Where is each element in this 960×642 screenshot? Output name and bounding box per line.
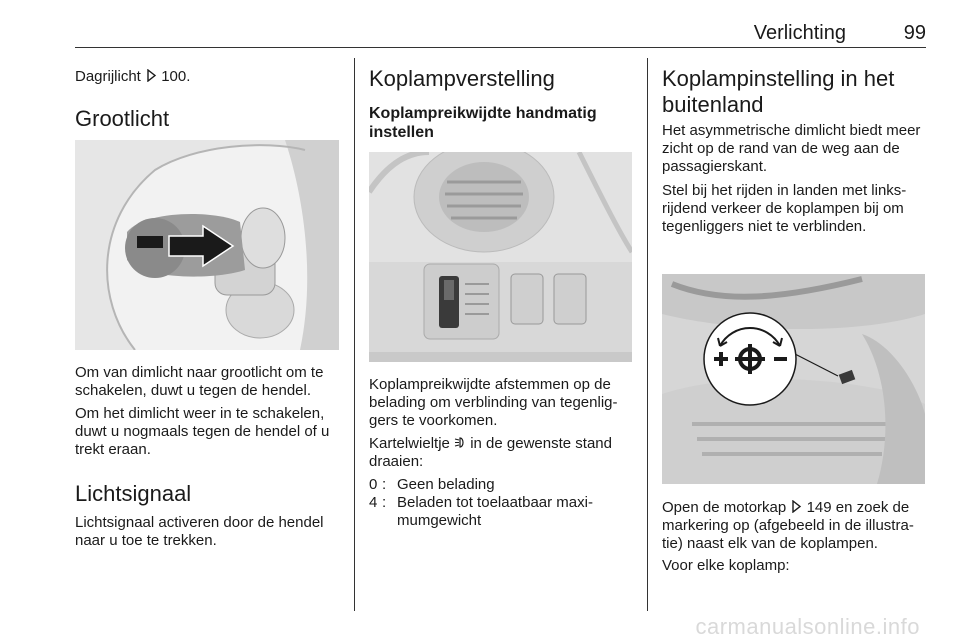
page-number: 99 xyxy=(903,22,926,44)
paragraph-range-intro: Koplampreikwijdte afstemmen op de belading om verblinding van tegenliggers te voorkomen. xyxy=(369,376,618,429)
high-beam-lever-illustration xyxy=(75,140,339,350)
paragraph-flash: Lichtsignaal activeren door de hendel naar u toe te trekken. xyxy=(75,514,324,549)
paragraph-asymmetric: Het asymmetrische dimlicht biedt meer zicht op de rand van de weg aan de passagierskant. xyxy=(662,122,921,175)
list-item: 4 : Beladen tot toelaatbaar maximumgewicht xyxy=(369,494,593,529)
triangle-right-icon xyxy=(790,500,802,513)
paragraph-left-traffic: Stel bij het rijden in landen met linksrijdend verkeer de koplampen bij om tegenliggers niet te verblinden. xyxy=(662,182,907,235)
headlight-range-icon xyxy=(454,436,466,449)
column-divider-2 xyxy=(647,58,648,611)
section-title: Verlichting xyxy=(753,22,846,44)
watermark: carmanualsonline.info xyxy=(695,614,920,639)
heading-koplampverstelling: Koplampverstelling xyxy=(369,66,555,91)
heading-grootlicht: Grootlicht xyxy=(75,106,170,131)
paragraph-thumbwheel: Kartelwieltje in de gewenste stand draaien: xyxy=(369,435,612,470)
headlight-marker-illustration xyxy=(662,274,925,484)
load-list xyxy=(369,476,633,530)
range-adjuster-illustration xyxy=(369,152,632,362)
list-item: 0 : Geen belading xyxy=(369,476,495,493)
subheading-handmatig: Koplampreikwijdte handmatig instellen xyxy=(369,105,597,141)
paragraph-highbeam-off: Om het dimlicht weer in te schakelen, duwt u nogmaals tegen de hendel of u trekt eraan. xyxy=(75,405,330,458)
column-divider-1 xyxy=(354,58,355,611)
header-rule xyxy=(75,47,926,48)
cross-reference: Dagrijlicht 100. xyxy=(75,68,191,85)
triangle-right-icon xyxy=(145,69,157,82)
paragraph-highbeam-on: Om van dimlicht naar grootlicht om te schakelen, duwt u tegen de hendel. xyxy=(75,364,324,399)
paragraph-open-bonnet: Open de motorkap 149 en zoek de markering op (afgebeeld in de illustratie) naast elk van de koplampen. xyxy=(662,499,914,552)
paragraph-per-headlamp: Voor elke koplamp: xyxy=(662,557,790,574)
heading-lichtsignaal: Lichtsignaal xyxy=(75,481,192,506)
heading-buitenland: Koplampinstelling in het buitenland xyxy=(662,66,895,117)
page-header xyxy=(75,18,926,48)
